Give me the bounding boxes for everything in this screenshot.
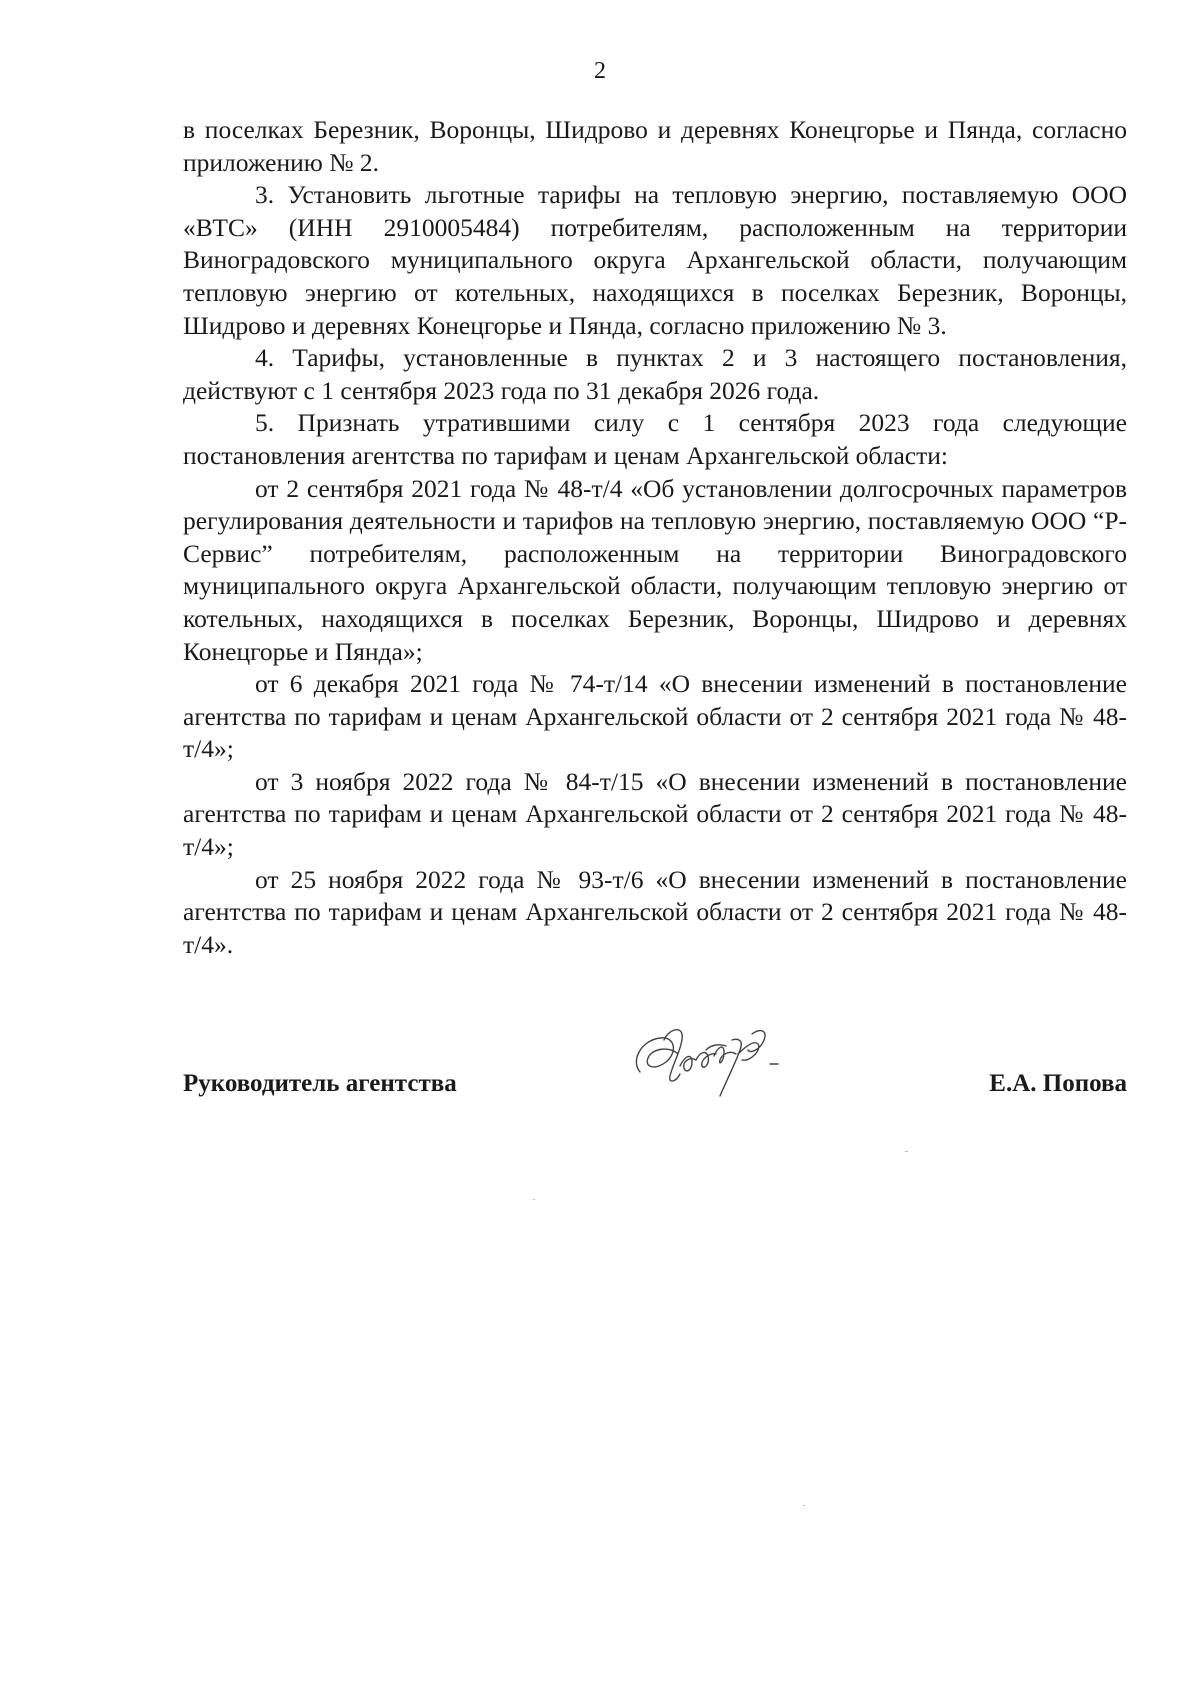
scan-speck (803, 1505, 805, 1506)
paragraph-6: от 6 декабря 2021 года № 74-т/14 «О внесении изменений в постановление агентства по тарифам и ценам Архангельской области от 2 сентября 2021 года № 48-т/4»; (183, 669, 1127, 764)
paragraph-5: от 2 сентября 2021 года № 48-т/4 «Об установлении долгосрочных параметров регулирования деятельности и тарифов на тепловую энергию, поставляемую ООО “Р-Сервис” потребителям, расположенным на территории Виноградовского муниципального округа Архангельской области, получающим тепловую энергию от котельных, находящихся в поселках Березник, Воронцы, Шидрово и деревнях Конецгорье и Пянда»; (183, 473, 1127, 666)
paragraph-4: 5. Признать утратившими силу с 1 сентября 2023 года следующие постановления агентства по тарифам и ценам Архангельской области: (183, 408, 1127, 470)
scan-speck (905, 1151, 908, 1152)
page-number: 2 (594, 58, 606, 84)
scan-speck (533, 1199, 535, 1200)
document-body (183, 114, 1127, 961)
paragraph-8: от 25 ноября 2022 года № 93-т/6 «О внесении изменений в постановление агентства по тарифам и ценам Архангельской области от 2 сентября 2021 года № 48-т/4». (183, 864, 1127, 959)
signatory-title: Руководитель агентства (183, 1070, 457, 1097)
paragraph-2: 3. Установить льготные тарифы на тепловую энергию, поставляемую ООО «ВТС» (ИНН 2910005484) потребителям, расположенным на территории Виноградовского муниципального округа Архангельской области, получающим тепловую энергию от котельных, находящихся в поселках Березник, Воронцы, Шидрово и деревнях Конецгорье и Пянда, согласно приложению № 3. (183, 180, 1127, 340)
paragraph-7: от 3 ноября 2022 года № 84-т/15 «О внесении изменений в постановление агентства по тарифам и ценам Архангельской области от 2 сентября 2021 года № 48-т/4»; (183, 766, 1127, 862)
paragraph-3: 4. Тарифы, установленные в пунктах 2 и 3 настоящего постановления, действуют с 1 сентября 2023 года по 31 декабря 2026 года. (183, 343, 1127, 405)
signatory-name: Е.А. Попова (989, 1070, 1127, 1097)
paragraph-1: в поселках Березник, Воронцы, Шидрово и деревнях Конецгорье и Пянда, согласно приложению № 2. (183, 115, 1127, 177)
signature-block (183, 1060, 1127, 1100)
